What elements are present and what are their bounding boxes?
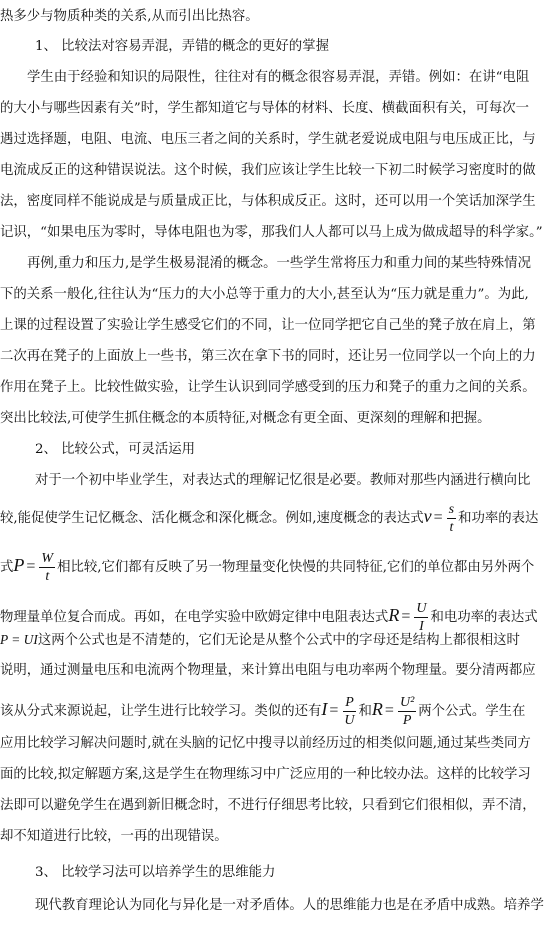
section-heading: 3、 比较学习法可以培养学生的思维能力 [35,865,276,880]
formula-power-fraction: $\frac{W}{t}$ [41,551,54,584]
paragraph-line: 法即可以避免学生在遇到新旧概念时，不进行仔细思考比较，只看到它们很相似，弄不清， [0,798,536,813]
formula-p-ui: P = UI [0,632,38,647]
paragraph-line: 面的比较,拟定解题方案,这是学生在物理练习中广泛应用的一种比较办法。这样的比较学习 [0,767,531,782]
paragraph-line: 记识，“如果电压为零时，导体电阻也为零，那我们人人都可以马上成为做成超导的科学家。” [0,225,543,240]
paragraph-line-formula: P = UI这两个公式也是不清楚的，它们无论是从整个公式中的字母还是结构上都很相这时 [0,632,520,648]
formula-equals: = [384,702,394,719]
formula-current-fraction: $\frac{P}{U}$ [344,695,355,728]
formula-resistance-power-fraction: $\frac{\text{U²}}{P}$ [399,695,415,728]
section-heading: 2、 比较公式，可灵活运用 [35,442,196,457]
paragraph-line: 说明，通过测量电压和电流两个物理量，来计算出电阻与电功率两个物理量。要分清两都应 [0,663,536,678]
paragraph-line: 再例,重力和压力,是学生极易混淆的概念。一些学生常将压力和重力间的某些特殊情况 [27,256,531,271]
formula-v-symbol: v [423,506,432,526]
paragraph-line: 上课的过程设置了实验让学生感受它们的不同，让一位同学把它自己坐的凳子放在肩上，第 [0,318,536,333]
paragraph-line: 突出比较法,可使学生抓住概念的本质特征,对概念有更全面、更深刻的理解和把握。 [0,411,491,426]
formula-r2-symbol: R [371,699,383,719]
formula-equals: = [401,608,411,625]
paragraph-line: 法，密度同样不能说成是与质量成正比，与体积成反正。这时，还可以用一个笑话加深学生 [0,194,536,209]
paragraph-line: 应用比较学习解决问题时,就在头脑的记忆中搜寻以前经历过的相类似问题,通过某些类同方 [0,736,531,751]
paragraph-line-formula: 式P = $\frac{W}{t}$ 相比较,它们都有反映了另一物理量变化快慢的共同特征,它们的单位都由另外两个 [0,551,535,584]
formula-velocity-fraction: $\frac{s}{t}$ [448,502,455,535]
paragraph-line: 电流成反正的这种错误说法。这个时候，我们应该让学生比较一下初二时候学习密度时的做 [0,163,536,178]
formula-resistance-fraction: $\frac{U}{I}$ [416,601,427,634]
paragraph-line: 二次再在凳子的上面放上一些书，第三次在拿下书的同时，还让另一位同学以一个向上的力 [0,349,536,364]
formula-i-symbol: I [321,699,328,719]
paragraph-line: 对于一个初中毕业学生，对表达式的理解记忆很是必要。教师对那些内涵进行横向比 [35,473,531,488]
paragraph-line-formula: 物理量单位复合而成。再如，在电学实验中欧姆定律中电阻表达式R = $\frac{U}{I}$ 和电功率的表达式 [0,601,538,634]
formula-p-symbol: P [13,555,25,575]
formula-equals: = [26,558,36,575]
section-heading: 1、 比较法对容易弄混，弄错的概念的更好的掌握 [35,39,329,54]
paragraph-line: 的大小与哪些因素有关”时，学生都知道它与导体的材料、长度、横截面积有关，可每次一 [0,101,530,116]
paragraph-line: 遇过选择题，电阻、电流、电压三者之间的关系时，学生就老爱说成电阻与电压成正比，与 [0,132,536,147]
paragraph-line: 热多少与物质种类的关系,从而引出比热容。 [0,9,259,24]
formula-equals: = [329,702,339,719]
paragraph-line-formula: 较,能促使学生记忆概念、活化概念和深化概念。例如,速度概念的表达式v = $\frac{s}{t}$ 和功率的表达 [0,502,539,535]
formula-equals: = [433,509,443,526]
formula-r-symbol: R [388,605,400,625]
paragraph-line-formula: 该从分式来源说起，让学生进行比较学习。类似的还有I = $\frac{P}{U}$ 和R = $\frac{\text{U²}}{P}$ 两个公式。学生在 [0,695,526,728]
paragraph-line: 下的关系一般化,往往认为“压力的大小总等于重力的大小,甚至认为“压力就是重力”。为此, [0,287,529,302]
paragraph-line: 现代教育理论认为同化与异化是一对矛盾体。人的思维能力也是在矛盾中成熟。培养学 [35,898,544,913]
paragraph-line: 却不知道进行比较，一再的出现错误。 [0,829,228,844]
paragraph-line: 作用在凳子上。比较性做实验，让学生认识到同学感受到的压力和凳子的重力之间的关系。 [0,380,536,395]
paragraph-line: 学生由于经验和知识的局限性，往往对有的概念很容易弄混，弄错。例如：在讲“电阻 [27,70,530,85]
